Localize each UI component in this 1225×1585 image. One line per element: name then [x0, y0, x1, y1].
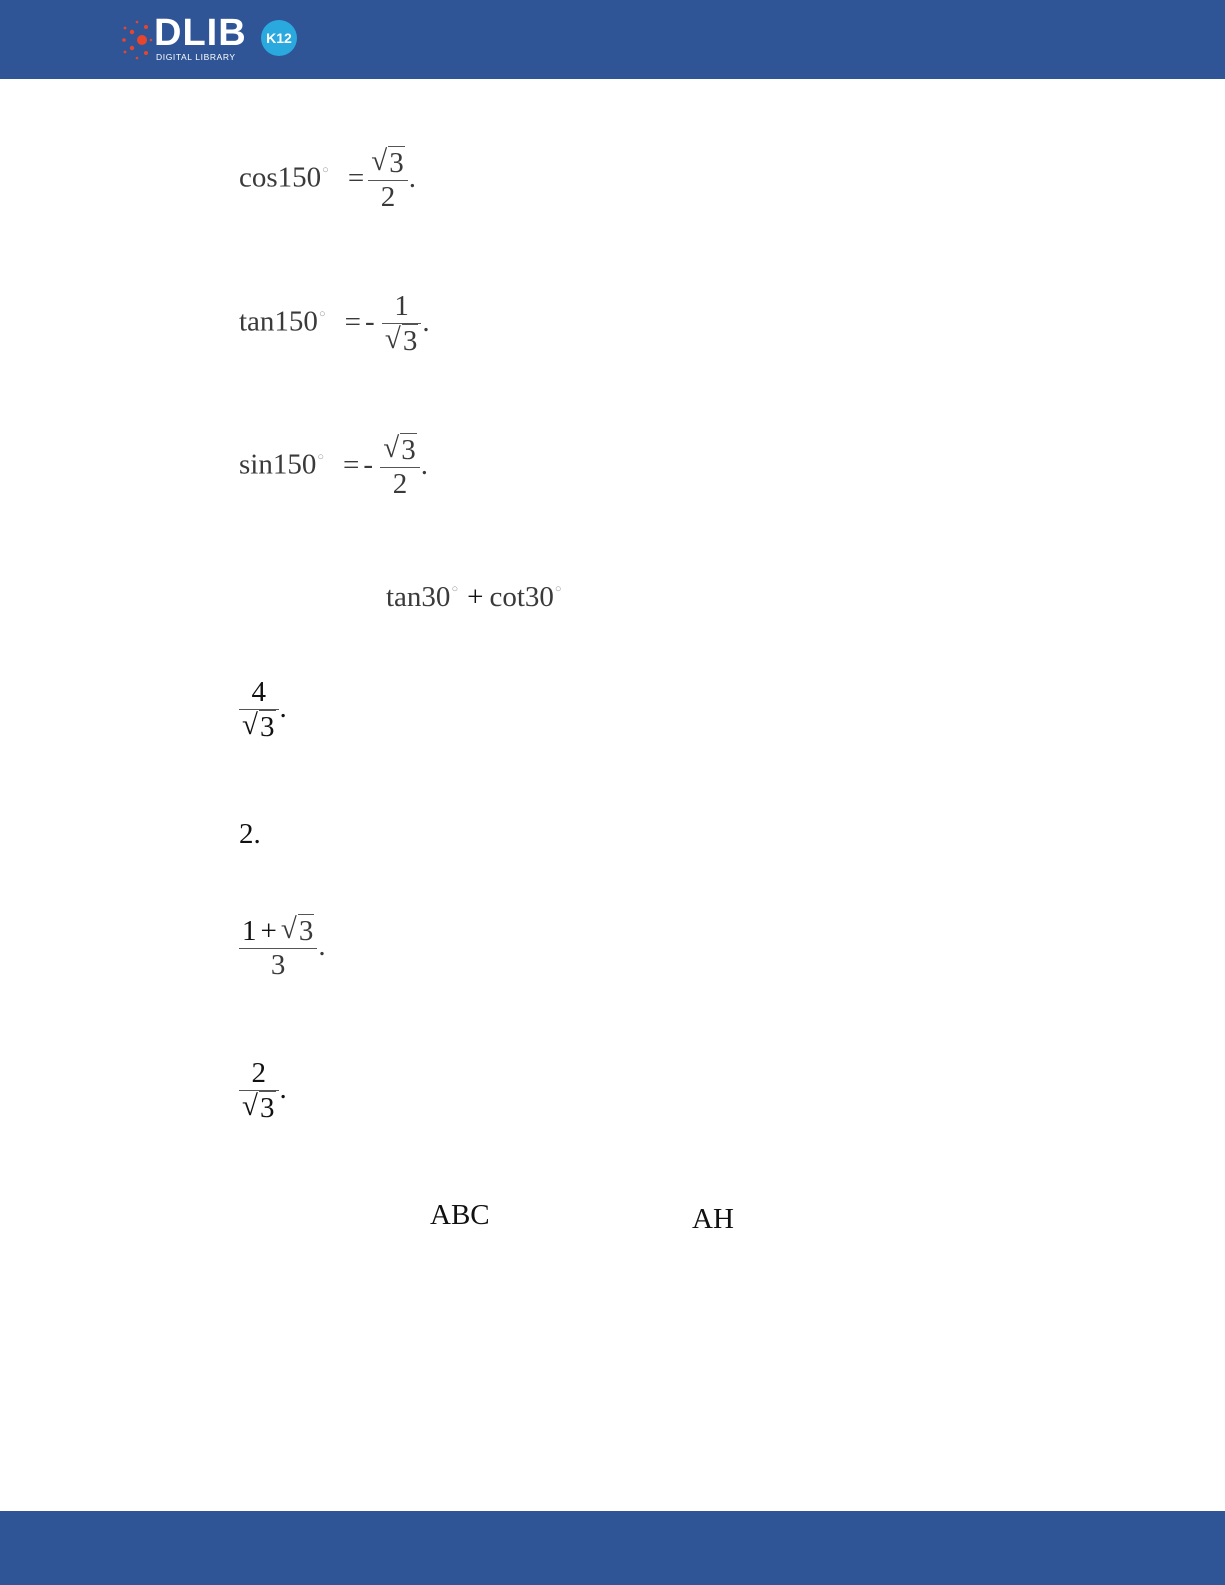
sqrt-sign: √ 3: [371, 145, 404, 179]
numerator: 1: [394, 290, 409, 322]
denominator: 2: [380, 467, 420, 501]
fraction: [239, 676, 279, 744]
sqrt-sign: √ 3: [242, 1090, 275, 1124]
option-text: 2.: [239, 818, 261, 850]
period: .: [279, 691, 287, 724]
numerator-one: 1: [242, 915, 257, 947]
radicand: 3: [298, 915, 314, 947]
numerator: 2: [251, 1057, 266, 1089]
numerator: 4: [251, 676, 266, 708]
radicand: 3: [260, 1092, 275, 1124]
equals-sign: =: [344, 305, 361, 338]
triangle-label: ABC: [430, 1199, 490, 1231]
degree-icon: ○: [318, 307, 326, 320]
degree-icon: ○: [554, 583, 562, 595]
plus-sign: +: [467, 581, 484, 613]
fraction: [239, 1057, 279, 1125]
option-b[interactable]: [239, 818, 261, 851]
minus-sign: -: [363, 448, 374, 481]
period: .: [420, 448, 429, 481]
sqrt-sign: √ 3: [383, 432, 416, 466]
dots-icon: [120, 18, 154, 62]
fraction: [368, 146, 408, 214]
k12-badge: K12: [261, 20, 297, 56]
period: .: [318, 929, 326, 962]
function-name: cos150: [239, 161, 322, 194]
footer-bar: [0, 1511, 1225, 1585]
logo-subtitle: DIGITAL LIBRARY: [156, 52, 236, 62]
radicand: 3: [402, 325, 418, 357]
sqrt-sign: √ 3: [242, 709, 275, 743]
fraction: [380, 433, 420, 501]
denominator: 3: [239, 948, 317, 982]
plus-sign: +: [260, 915, 277, 947]
header-bar: [0, 0, 1225, 79]
minus-sign: -: [364, 305, 375, 338]
denominator: 2: [368, 180, 408, 214]
period: .: [279, 1072, 287, 1105]
option-d[interactable]: [239, 1057, 287, 1125]
period: .: [408, 161, 416, 194]
formula-sin150: [239, 433, 428, 501]
question-expression: [386, 581, 565, 614]
function-name: sin150: [239, 448, 317, 481]
radicand: 3: [260, 711, 275, 743]
sqrt-sign: √ 3: [384, 323, 418, 357]
equals-sign: =: [347, 161, 365, 194]
sqrt-sign: √ 3: [280, 913, 314, 947]
formula-cos150: [239, 146, 416, 214]
fraction: [239, 914, 317, 982]
degree-icon: ○: [317, 450, 324, 463]
radicand: 3: [389, 147, 404, 179]
degree-icon: ○: [322, 163, 329, 176]
term-tan30: tan30: [386, 581, 451, 613]
degree-icon: ○: [451, 583, 459, 595]
option-a[interactable]: [239, 676, 287, 744]
equals-sign: =: [343, 448, 360, 481]
period: .: [422, 305, 430, 338]
function-name: tan150: [239, 305, 318, 338]
segment-label: AH: [692, 1203, 734, 1235]
option-c[interactable]: [239, 914, 326, 982]
fraction: [382, 290, 422, 358]
radicand: 3: [401, 434, 416, 466]
term-cot30: cot30: [489, 581, 554, 613]
formula-tan150: [239, 290, 430, 358]
logo-text: DLIB: [154, 12, 247, 54]
